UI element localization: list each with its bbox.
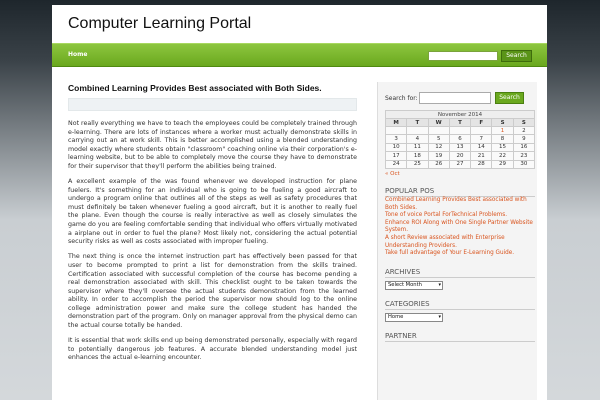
archives-select[interactable] — [385, 281, 443, 290]
calendar-day[interactable]: 18 — [407, 152, 428, 160]
calendar-week — [386, 127, 535, 135]
calendar-weekday: W — [428, 119, 449, 127]
popular-post-link[interactable]: Enhance ROI Along with One Single Partner Website System. — [385, 219, 533, 234]
nav-bar — [52, 43, 547, 67]
calendar-day[interactable]: 4 — [407, 135, 428, 143]
main-content — [68, 83, 357, 369]
calendar-day[interactable]: 1 — [492, 127, 513, 135]
page-wrapper — [52, 5, 547, 400]
calendar-day[interactable]: 19 — [428, 152, 449, 160]
calendar-day[interactable]: 26 — [428, 160, 449, 168]
calendar-day[interactable]: 30 — [513, 160, 534, 168]
sidebar-search-input[interactable] — [419, 92, 491, 104]
calendar-prev-link[interactable]: « Oct — [385, 170, 400, 177]
site-title[interactable]: Computer Learning Portal — [68, 15, 252, 32]
calendar-day[interactable]: 21 — [471, 152, 492, 160]
post-paragraph: It is essential that work skills end up being demonstrated personally, especially with regard to potentially dangerous job features. A accurate blended understanding model just enhances the actual e-learning encounter. — [68, 337, 357, 362]
calendar-day[interactable]: 5 — [428, 135, 449, 143]
calendar-day[interactable]: 25 — [407, 160, 428, 168]
calendar-day[interactable]: 27 — [449, 160, 470, 168]
calendar-day[interactable]: 3 — [386, 135, 407, 143]
post-paragraph: A excellent example of the was found whenever we developed instruction for plane fuelers. It's something for an individual who is going to be fueling a good aircraft to undergo a program online that outlines all of the steps as well as safety procedures that must definitely be taken whenever fueling a good aircraft, but it is another to really fuel the plane. Even though the course is really interactive as well as closely simulates the game do you are feeling comfortable sending that individual who offers virtually motivated a airplane out in order to fuel the plane? Most likely not, considering the actual potential security risks as well as costs associated with improper fueling. — [68, 178, 357, 246]
chevron-down-icon: ▾ — [438, 281, 441, 288]
calendar-day — [471, 127, 492, 135]
calendar-day — [386, 127, 407, 135]
calendar-day[interactable]: 15 — [492, 143, 513, 151]
calendar-day — [449, 127, 470, 135]
post-paragraph: Not really everything we have to teach the employees could be completely trained through e-learning. There are lots of instances where a worker must actually demonstrate skills in carrying out an at work skill. This is better accomplished using a blended understanding model exactly where students obtain "classroom" coaching online via their corporation's e-learning website, but to be able to completely move the course they have to demonstrate for their supervisor that they'll perform the abilities being trained. — [68, 120, 357, 170]
calendar-week — [386, 160, 535, 168]
categories-select-value: Home — [388, 313, 404, 320]
popular-post-link[interactable]: Take full advantage of Your E-Learning Guide. — [385, 250, 515, 257]
categories-title: CATEGORIES — [385, 300, 535, 310]
calendar-day[interactable]: 11 — [407, 143, 428, 151]
calendar-day[interactable]: 16 — [513, 143, 534, 151]
calendar-day — [428, 127, 449, 135]
post-paragraph: The next thing is once the internet instruction part has effectively been passed for that user to become prompted to print a list for demonstration from the skills trained. Certification associated with successful completion of the course has become pending a real demonstration associated with skill. This checklist ought to be taken towards the supervisor where they'll oversee the actual students demonstration from the learned ability. In order to accomplish the period the supervisor now should log to the online college administration power and make sure the college student has handed the demonstration part of the program. Only on manager approval from the physical demo can the actual course totally be handed. — [68, 253, 357, 330]
calendar-day[interactable]: 17 — [386, 152, 407, 160]
popular-post-link[interactable]: A short Review associated with Enterprise Understanding Providers. — [385, 234, 505, 249]
calendar-day[interactable]: 29 — [492, 160, 513, 168]
calendar-day[interactable]: 13 — [449, 143, 470, 151]
calendar-day[interactable]: 28 — [471, 160, 492, 168]
calendar-weekday: M — [386, 119, 407, 127]
search-label: Search for: — [385, 95, 418, 102]
calendar-day[interactable]: 8 — [492, 135, 513, 143]
calendar-day[interactable]: 24 — [386, 160, 407, 168]
calendar-week — [386, 152, 535, 160]
calendar-day[interactable]: 20 — [449, 152, 470, 160]
calendar-day[interactable]: 7 — [471, 135, 492, 143]
nav-search-input[interactable] — [428, 51, 498, 61]
archives-select-value: Select Month — [388, 281, 422, 288]
calendar-day[interactable]: 9 — [513, 135, 534, 143]
calendar-day[interactable]: 23 — [513, 152, 534, 160]
calendar-caption: November 2014 — [385, 110, 535, 118]
calendar-weekday: F — [471, 119, 492, 127]
calendar-week — [386, 143, 535, 151]
calendar-weekday: T — [449, 119, 470, 127]
post-meta-bar — [68, 98, 357, 111]
calendar-weekday: S — [492, 119, 513, 127]
popular-post-link[interactable]: Combined Learning Provides Best associated with Both Sides. — [385, 196, 527, 211]
calendar — [385, 110, 535, 169]
calendar-day[interactable]: 22 — [492, 152, 513, 160]
sidebar — [377, 82, 537, 400]
popular-posts-title: POPULAR POS — [385, 187, 535, 197]
calendar-day[interactable]: 14 — [471, 143, 492, 151]
calendar-day[interactable]: 6 — [449, 135, 470, 143]
site-header — [52, 5, 547, 43]
chevron-down-icon: ▾ — [438, 313, 441, 320]
calendar-day[interactable]: 2 — [513, 127, 534, 135]
calendar-day[interactable]: 10 — [386, 143, 407, 151]
calendar-weekday: S — [513, 119, 534, 127]
post-title[interactable]: Combined Learning Provides Best associated with Both Sides. — [68, 83, 322, 93]
calendar-week — [386, 135, 535, 143]
categories-select[interactable] — [385, 313, 443, 322]
archives-title: ARCHIVES — [385, 268, 535, 278]
sidebar-search — [385, 92, 537, 106]
nav-home-link[interactable]: Home — [68, 51, 88, 58]
calendar-day — [407, 127, 428, 135]
partner-title: PARTNER — [385, 332, 535, 342]
calendar-weekday: T — [407, 119, 428, 127]
popular-post-link[interactable]: Tone of voice Portal ForTechnical Problems. — [385, 212, 508, 219]
calendar-day[interactable]: 12 — [428, 143, 449, 151]
nav-search-button[interactable]: Search — [501, 50, 532, 62]
sidebar-search-button[interactable]: Search — [495, 92, 524, 104]
